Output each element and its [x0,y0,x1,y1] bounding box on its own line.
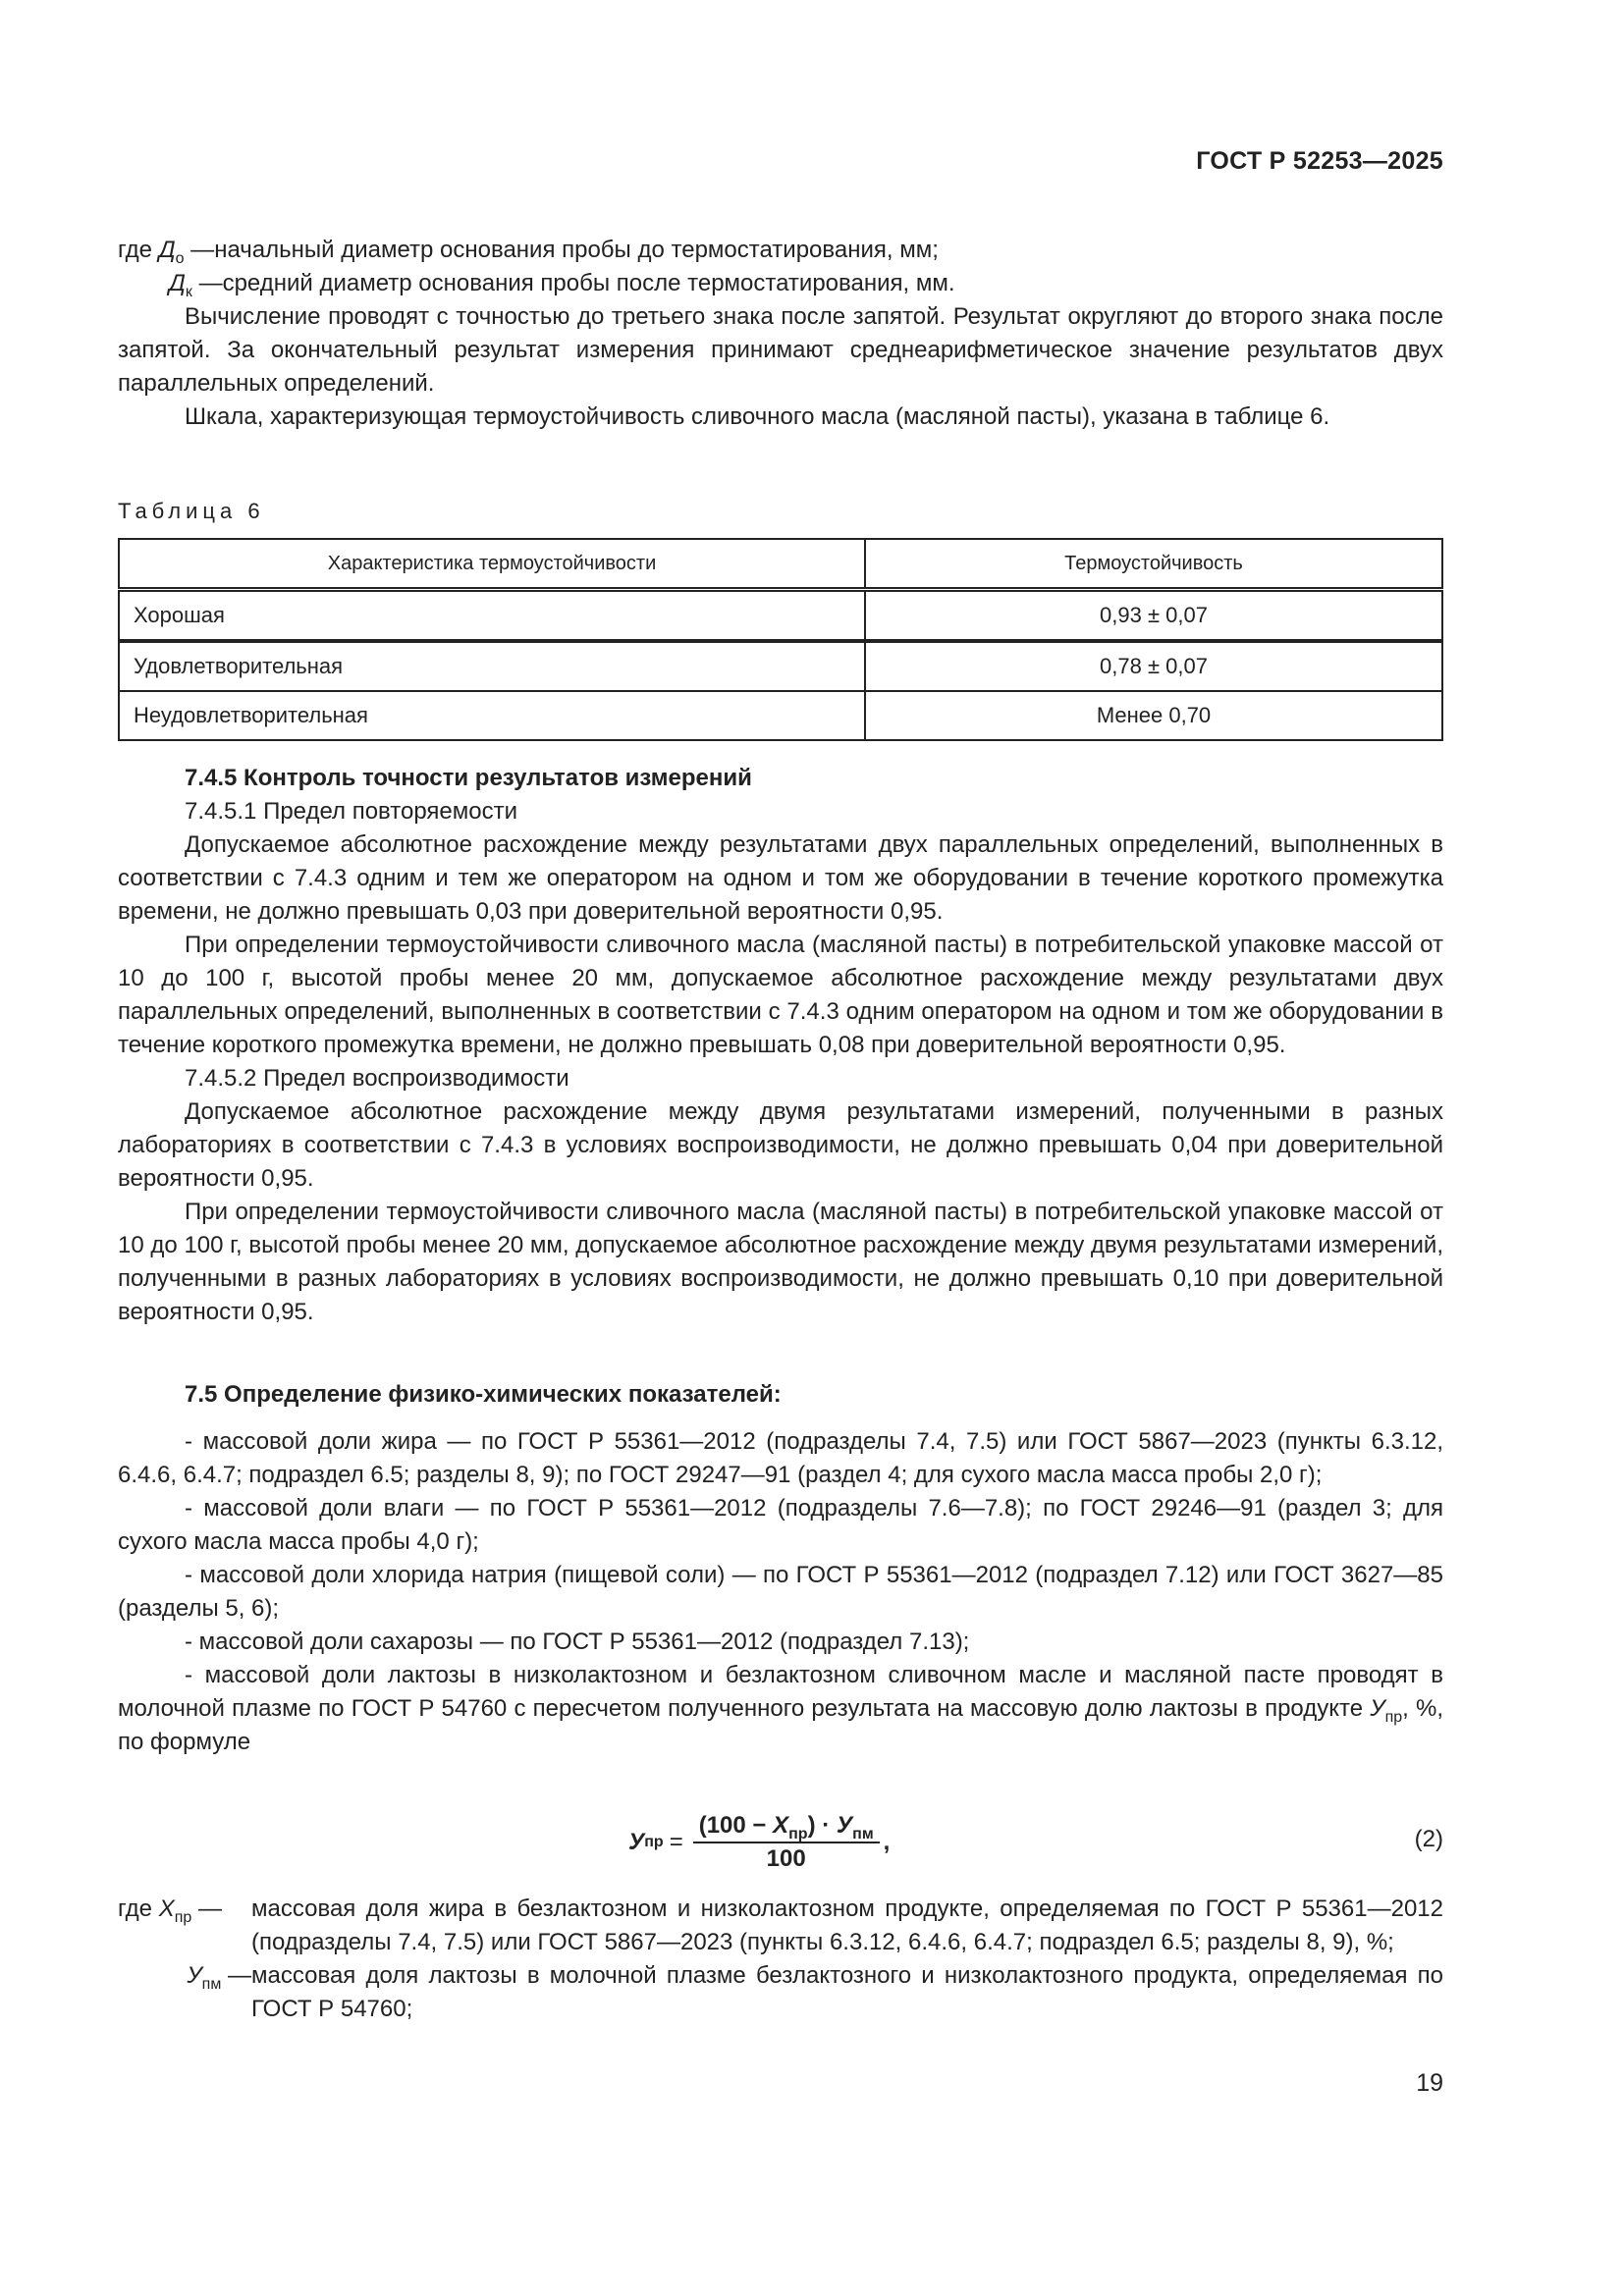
paragraph-scale: Шкала, характеризующая термоустойчивость сливочного масла (масляной пасты), указана в таблице 6. [185,403,1330,430]
table-cell-characteristic: Неудовлетворительная [119,691,865,740]
table-6 [118,538,1443,741]
list-item: - массовой доли влаги — по ГОСТ Р 55361—2012 (подразделы 7.6—7.8); по ГОСТ 29246—91 (раздел 3; для сухого масла масса пробы 4,0 г); [118,1495,1443,1555]
list-item: - массовой доли хлорида натрия (пищевой соли) — по ГОСТ Р 55361—2012 (подраздел 7.12) или ГОСТ 3627—85 (разделы 5, 6); [118,1562,1443,1622]
table-cell-characteristic: Удовлетворительная [119,641,865,691]
where-line-y [118,1959,1443,2026]
list-item-lactose: - массовой доли лактозы в низколактозном и безлактозном сливочном масле и масляной пасте проводят в молочной плазме по ГОСТ Р 54760 с пересчетом полученного результата на массовую долю лактозы в продукте $У_{пр}$, %, по формуле [118,1662,1444,1755]
list-item: - массовой доли сахарозы — по ГОСТ Р 55361—2012 (подраздел 7.13); [185,1629,970,1655]
where-definition: массовая доля жира в безлактозном и низколактозном продукте, определяемая по ГОСТ Р 55361—2012 (подразделы 7.4, 7.5) или ГОСТ 5867—2023 (пункты 6.3.12, 6.4.6, 6.4.7; подраздел 6.5; разделы 8, 9), %; [251,1896,1443,1955]
paragraph: Допускаемое абсолютное расхождение между двумя результатами измерений, полученными в разных лабораториях в соответствии с 7.4.3 в условиях воспроизводимости, не должно превышать 0,04 при доверительной вероятности 0,95. [118,1098,1443,1192]
where-symbol: где $Д_о$ — [118,237,215,267]
where-symbol: $У_{пм}$ — [187,1962,251,1993]
formula-number: (2) [1414,1826,1443,1852]
table-cell-value: 0,93 ± 0,07 [865,590,1442,642]
table-header-cell: Характеристика термоустойчивости [119,539,865,590]
table-cell-value: Менее 0,70 [865,691,1442,740]
where-block-diameters [118,234,1443,300]
where-line-dk [118,267,1443,300]
where-symbol: где $X_{пр}$ — [118,1896,222,1926]
where-block-formula [118,1893,1443,2026]
paragraph-calculation: Вычисление проводят с точностью до третьего знака после запятой. Результат округляют до второго знака после запятой. За окончательный результат измерения принимают среднеарифметическое значение результатов двух параллельных определений. [118,303,1443,397]
where-symbol: $Д_к$ — [169,270,223,300]
where-definition: массовая доля лактозы в молочной плазме безлактозного и низколактозного продукта, определяемая по ГОСТ Р 54760; [251,1962,1443,2022]
section-heading: 7.4.5 Контроль точности результатов измерений [185,765,752,791]
where-definition: средний диаметр основания пробы после термостатирования, мм. [222,270,955,296]
section-7-5 [118,1378,1443,1759]
document-id-header: ГОСТ Р 52253—2025 [1196,147,1443,175]
subsection-heading: 7.4.5.2 Предел воспроизводимости [185,1065,569,1092]
formula-denominator: 100 [766,1845,806,1872]
paragraph: Допускаемое абсолютное расхождение между результатами двух параллельных определений, выполненных в соответствии с 7.4.3 одним и тем же оператором на одном и том же оборудовании в течение короткого промежутка времени, не должно превышать 0,03 при доверительной вероятности 0,95. [118,831,1443,925]
table-cell-characteristic: Хорошая [119,590,865,642]
where-line-x [118,1893,1443,1959]
formula-fraction [693,1812,880,1873]
formula-2 [118,1798,1443,1887]
paragraph-group-top [118,300,1443,434]
section-heading: 7.5 Определение физико-химических показателей: [185,1381,782,1408]
table-row [119,590,1442,642]
formula-expression: У пр = $\frac{(100 - X_{пр}) \cdot У_{пм}}{100}$ , [628,1812,891,1872]
formula-numerator: $(100 - X_{пр}) \cdot У_{пм}$ [693,1812,880,1843]
where-definition: начальный диаметр основания пробы до термостатирования, мм; [214,237,939,263]
table-header-row [119,539,1442,590]
page-number: 19 [1416,2069,1443,2097]
table-header-cell: Термоустойчивость [865,539,1442,590]
table-caption: Таблица 6 [118,499,265,523]
paragraph: При определении термоустойчивости сливочного масла (масляной пасты) в потребительской упаковке массой от 10 до 100 г, высотой пробы менее 20 мм, допускаемое абсолютное расхождение между двумя результатами измерений, полученными в разных лабораториях в условиях воспроизводимости, не должно превышать 0,10 при доверительной вероятности 0,95. [118,1199,1443,1325]
subsection-heading: 7.4.5.1 Предел повторяемости [185,798,518,825]
table-row [119,691,1442,740]
paragraph: При определении термоустойчивости сливочного масла (масляной пасты) в потребительской упаковке массой от 10 до 100 г, высотой пробы менее 20 мм, допускаемое абсолютное расхождение между результатами двух параллельных определений, выполненных в соответствии с 7.4.3 одним оператором на одном и том же оборудовании в течение короткого промежутка времени, не должно превышать 0,08 при доверительной вероятности 0,95. [118,932,1443,1058]
table-cell-value: 0,78 ± 0,07 [865,641,1442,691]
list-item: - массовой доли жира — по ГОСТ Р 55361—2012 (подразделы 7.4, 7.5) или ГОСТ 5867—2023 (пункты 6.3.12, 6.4.6, 6.4.7; подраздел 6.5; разделы 8, 9); по ГОСТ 29247—91 (раздел 4; для сухого масла масса пробы 2,0 г); [118,1428,1443,1488]
table-row [119,641,1442,691]
where-line-d0 [118,234,1443,267]
section-7-4-5 [118,762,1443,1329]
